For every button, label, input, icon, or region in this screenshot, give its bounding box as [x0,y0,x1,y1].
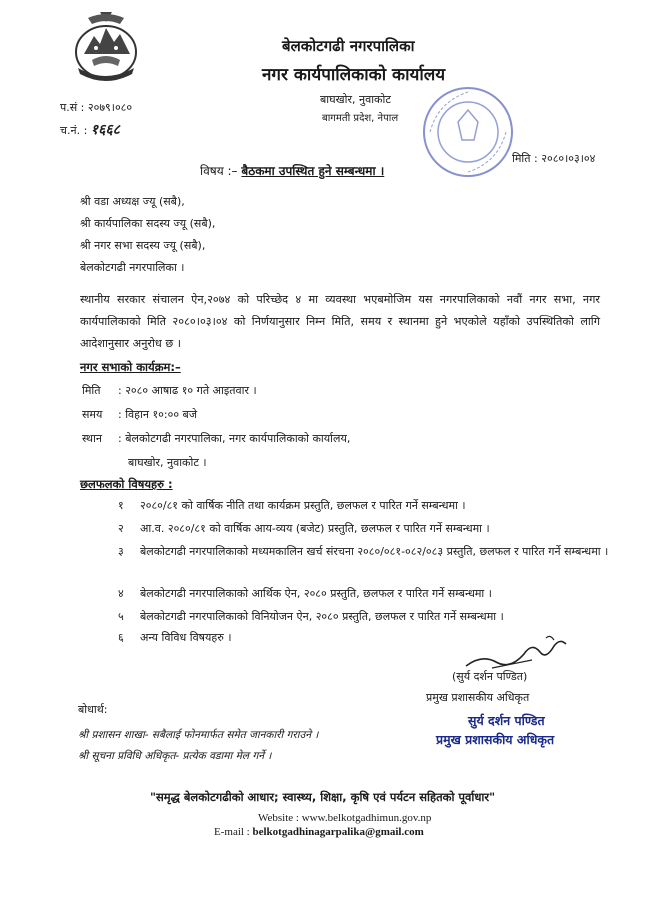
program-heading: नगर सभाको कार्यक्रम:– [80,360,181,374]
agenda-item: अन्य विविध विषयहरु । [140,631,232,644]
dispatch-number-label: च.नं. : [60,124,88,137]
body-paragraph: स्थानीय सरकार संचालन ऐन,२०७४ को परिच्छेद ४ मा व्यवस्था भएबमोजिम यस नगरपालिकाको नवौं नगर सभा, नगर कार्यपालिकाको मिति २०८०।०३।०४ को निर्णयानुसार निम्न मिति, समय र स्थानमा हुने भएकोले यहाँको उपस्थितिको लागि आदेशानुसार अनुरोध छ । [80,293,600,350]
signatory-name: (सुर्य दर्शन पण्डित) [452,670,528,683]
agenda-item: बेलकोटगढी नगरपालिकाको विनियोजन ऐन, २०८० प्रस्तुति, छलफल र पारित गर्ने सम्बन्धमा । [140,610,504,623]
office-name: बेलकोटगढी नगरपालिका [282,37,415,55]
letter-date [512,151,595,166]
email-link[interactable]: belkotgadhinagarpalika@gmail.com [252,826,424,838]
program-label: स्थान [82,432,103,445]
date-value: २०८०।०३।०४ [541,152,596,165]
program-label: मिति [82,384,101,397]
email-label: E-mail : [214,826,250,838]
cc-heading: बोधार्थ: [78,703,108,716]
recipient-line: श्री नगर सभा सदस्य ज्यू (सबै), [80,239,206,252]
footer-email [214,826,424,838]
program-value: बाघखोर, नुवाकोट । [128,456,207,469]
agenda-number: ५ [118,610,124,623]
office-subtitle: नगर कार्यपालिकाको कार्यालय [262,65,446,85]
footer-motto: "समृद्ध बेलकोटगढीको आधार; स्वास्थ्य, शिक्षा, कृषि एवं पर्यटन सहितको पूर्वाधार" [150,790,496,804]
recipient-line: श्री कार्यपालिका सदस्य ज्यू (सबै), [80,217,216,230]
program-label: समय [82,408,103,421]
website-label: Website : [258,812,299,824]
program-value: : विहान १०:०० बजे [118,408,197,421]
date-label: मिति : [512,152,538,165]
agenda-number: १ [118,499,124,512]
agenda-item: २०८०/८१ को वार्षिक नीति तथा कार्यक्रम प्रस्तुति, छलफल र पारित गर्ने सम्बन्धमा । [140,499,466,512]
cc-item: श्री प्रशासन शाखा- सबैलाई फोनमार्फत समेत जानकारी गराउने । [78,729,319,741]
signatory-stamp-name: सुर्य दर्शन पण्डित [468,713,545,728]
program-value: : २०८० आषाढ १० गते आइतवार । [118,384,257,397]
agenda-item: आ.व. २०८०/८१ को वार्षिक आय-व्यय (बजेट) प्रस्तुति, छलफल र पारित गर्ने सम्बन्धमा । [140,522,490,535]
dispatch-number-value: १६६८ [90,122,120,138]
signatory-title: प्रमुख प्रशासकीय अधिकृत [426,691,530,704]
agenda-number: २ [118,522,124,535]
agenda-heading: छलफलको विषयहरु : [80,477,173,491]
program-value: : बेलकोटगढी नगरपालिका, नगर कार्यपालिकाको कार्यालय, [118,432,351,445]
letter-number-label: प.सं : [60,101,85,114]
website-link[interactable]: www.belkotgadhimun.gov.np [301,812,432,824]
signatory-stamp-title: प्रमुख प्रशासकीय अधिकृत [436,732,555,747]
letter-number [60,100,132,115]
subject-text: बैठकमा उपस्थित हुने सम्बन्धमा । [241,164,385,178]
agenda-number: ४ [118,587,124,600]
agenda-item: बेलकोटगढी नगरपालिकाको आर्थिक ऐन, २०८० प्रस्तुति, छलफल र पारित गर्ने सम्बन्धमा । [140,587,492,600]
recipient-line: श्री वडा अध्यक्ष ज्यू (सबै), [80,195,185,208]
subject-label: विषय :– [200,164,238,178]
agenda-number: ३ [118,545,124,558]
agenda-item: बेलकोटगढी नगरपालिकाको मध्यमकालिन खर्च संरचना २०८०/०८१-०८२/०८३ प्रस्तुति, छलफल र पारित गर्ने सम्बन्धमा । [140,545,609,558]
office-seal-icon [418,82,518,182]
cc-item: श्री सूचना प्रविधि अधिकृत- प्रत्येक वडामा मेल गर्ने । [78,750,272,762]
subject-line [200,162,384,179]
footer-website [258,812,431,824]
dispatch-number [60,120,120,139]
office-address: बाघखोर, नुवाकोट [320,93,391,106]
office-province: बागमती प्रदेश, नेपाल [322,113,399,124]
nepal-emblem-icon [70,8,142,82]
letter-number-value: २०७९।०८० [87,101,133,114]
agenda-number: ६ [118,631,124,644]
recipient-line: बेलकोटगढी नगरपालिका । [80,261,185,274]
